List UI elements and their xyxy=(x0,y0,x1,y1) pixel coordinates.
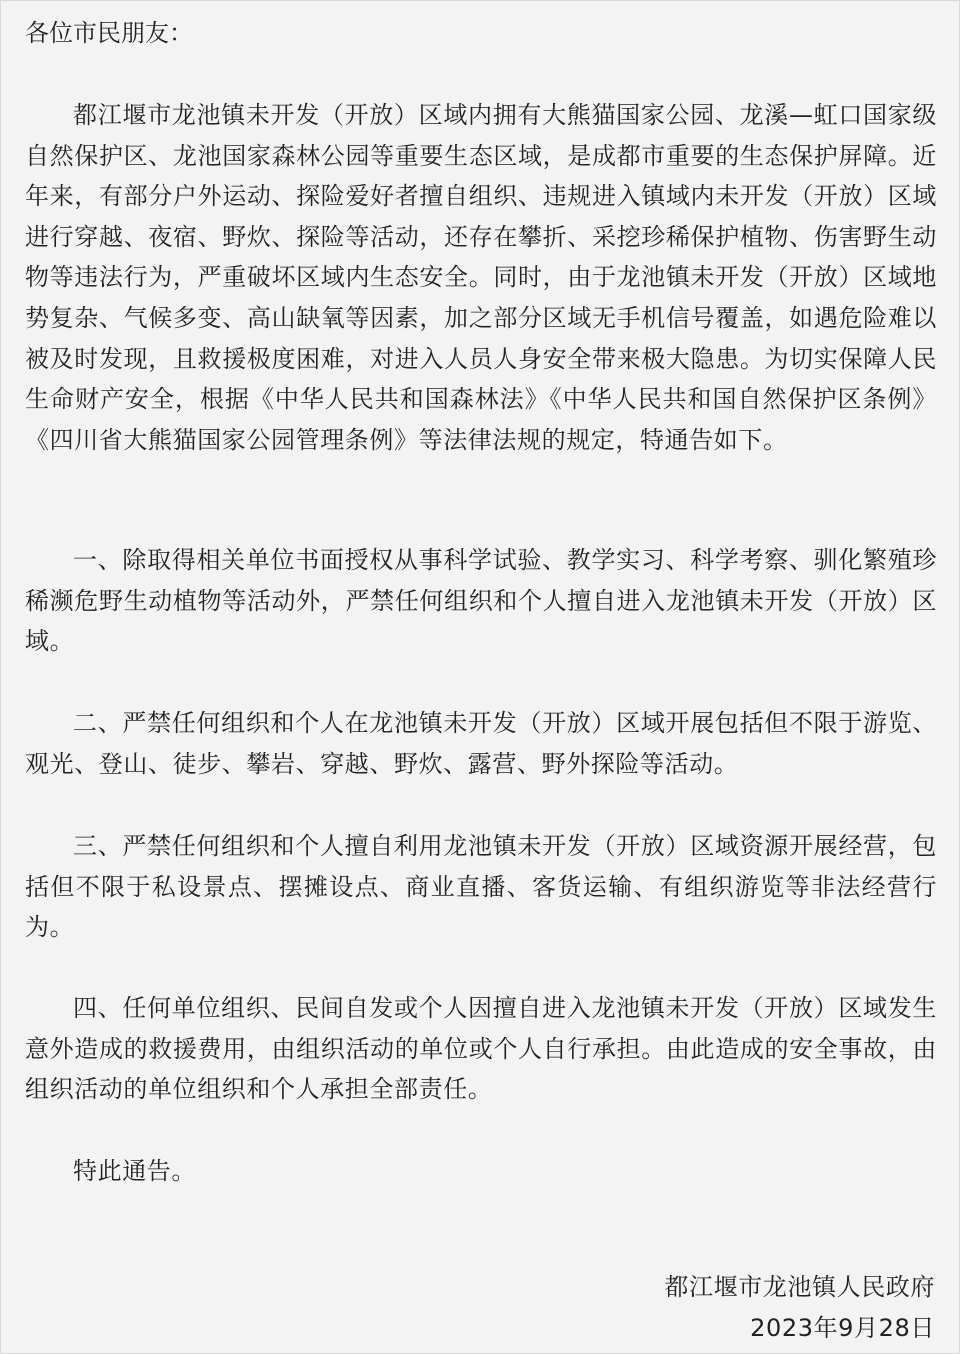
closing-statement: 特此通告。 xyxy=(73,1157,196,1185)
signature-block xyxy=(664,1267,935,1348)
clause-three-paragraph: 三、严禁任何组织和个人擅自利用龙池镇未开发（开放）区域资源开展经营，包括但不限于私设景点、摆摊设点、商业直播、客货运输、有组织游览等非法经营行为。 xyxy=(25,832,937,942)
clause-four-paragraph: 四、任何单位组织、民间自发或个人因擅自进入龙池镇未开发（开放）区域发生意外造成的救援费用，由组织活动的单位或个人自行承担。由此造成的安全事故，由组织活动的单位组织和个人承担全部责任。 xyxy=(25,994,937,1104)
intro-paragraph: 都江堰市龙池镇未开发（开放）区域内拥有大熊猫国家公园、龙溪—虹口国家级自然保护区、龙池国家森林公园等重要生态区域，是成都市重要的生态保护屏障。近年来，有部分户外运动、探险爱好者擅自组织、违规进入镇域内未开发（开放）区域进行穿越、夜宿、野炊、探险等活动，还存在攀折、采挖珍稀保护植物、伤害野生动物等违法行为，严重破坏区域内生态安全。同时，由于龙池镇未开发（开放）区域地势复杂、气候多变、高山缺氧等因素，加之部分区域无手机信号覆盖，如遇危险难以被及时发现，且救援极度困难，对进入人员人身安全带来极大隐患。为切实保障人民生命财产安全，根据《中华人民共和国森林法》《中华人民共和国自然保护区条例》《四川省大熊猫国家公园管理条例》等法律法规的规定，特通告如下。 xyxy=(25,101,937,454)
clause-two-paragraph: 二、严禁任何组织和个人在龙池镇未开发（开放）区域开展包括但不限于游览、观光、登山、徒步、攀岩、穿越、野炊、露营、野外探险等活动。 xyxy=(25,709,937,778)
clause-one-paragraph: 一、除取得相关单位书面授权从事科学试验、教学实习、科学考察、驯化繁殖珍稀濒危野生动植物等活动外，严禁任何组织和个人擅自进入龙池镇未开发（开放）区域。 xyxy=(25,546,937,656)
issue-date: 2023年9月28日 xyxy=(750,1313,935,1342)
salutation: 各位市民朋友： xyxy=(25,19,193,47)
issuer-name: 都江堰市龙池镇人民政府 xyxy=(664,1273,935,1301)
